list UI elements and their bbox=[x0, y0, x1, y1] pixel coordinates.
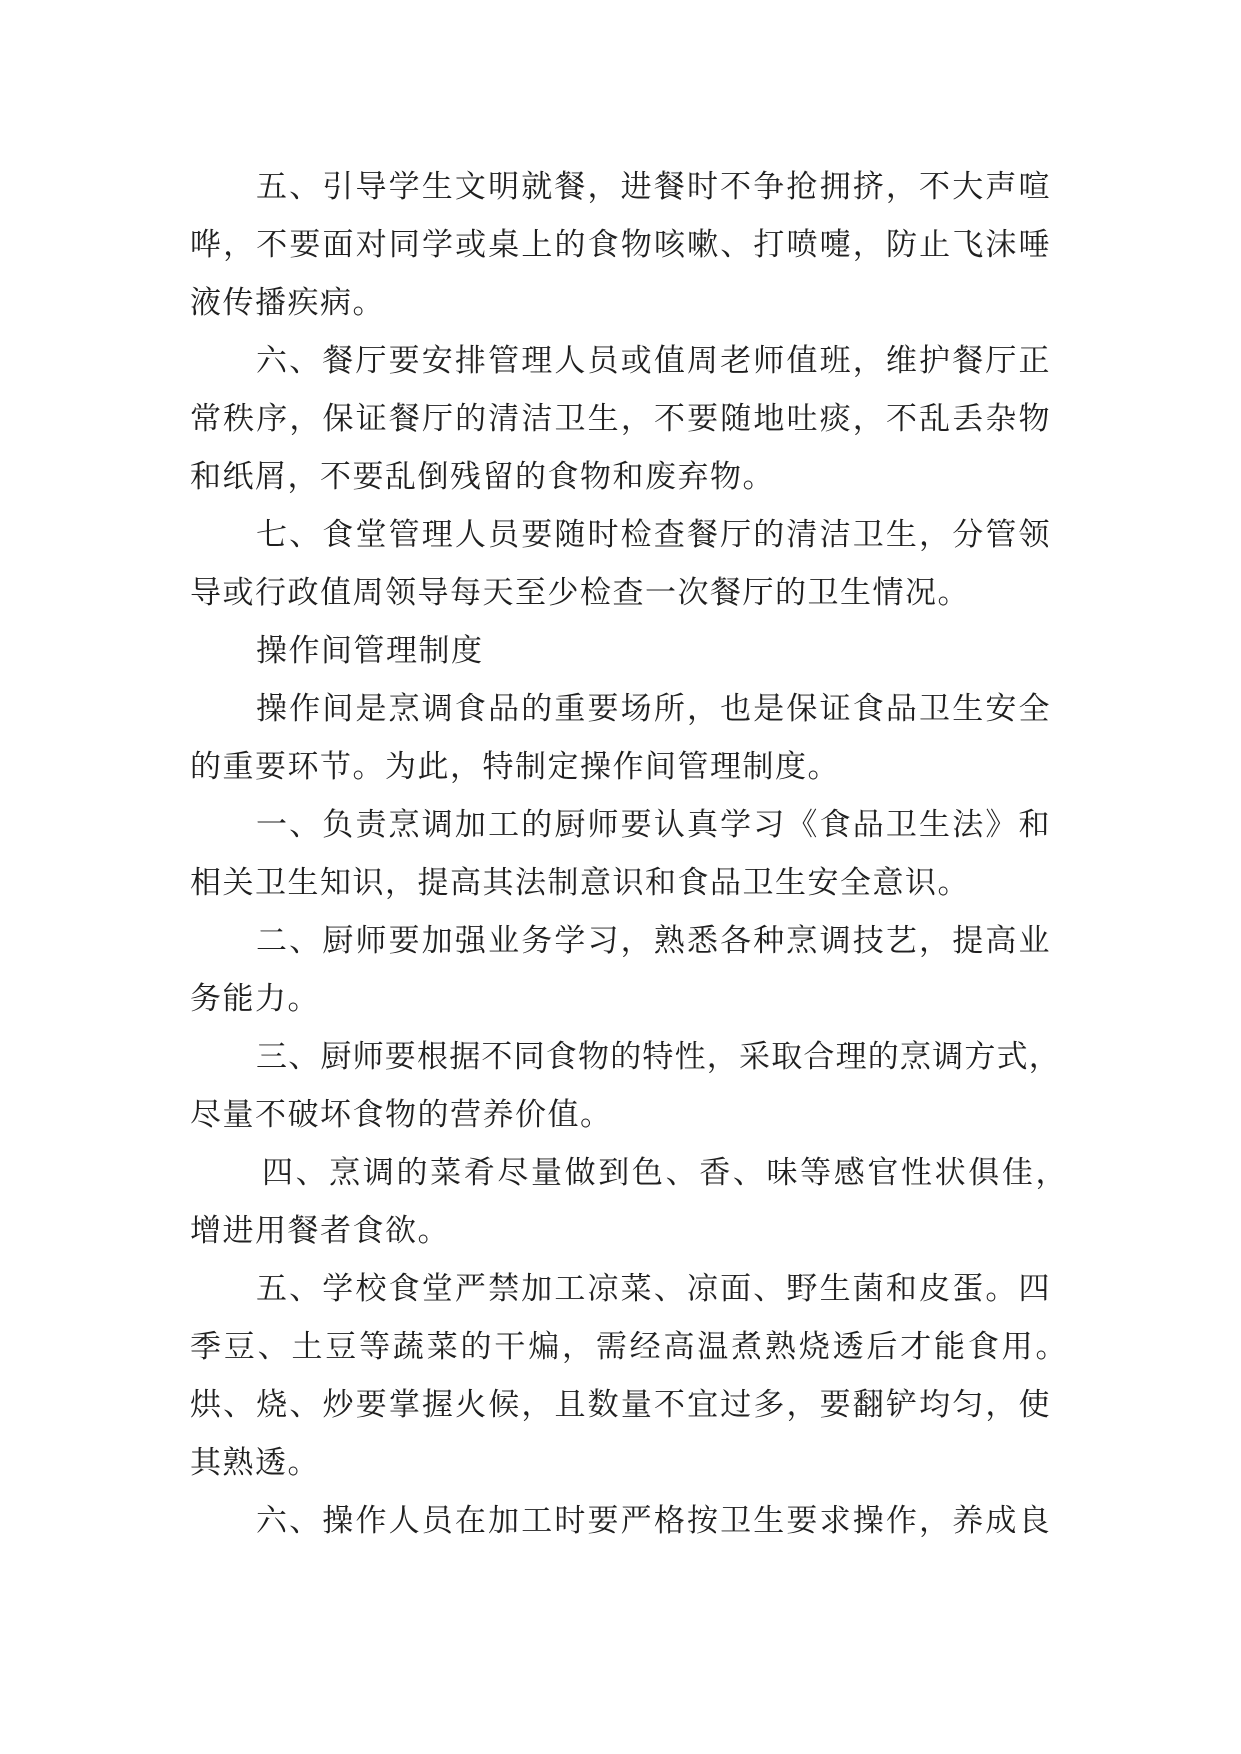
text-line: 六、操作人员在加工时要严格按卫生要求操作，养成良 bbox=[256, 1503, 1051, 1539]
document-body bbox=[190, 158, 1068, 1550]
text-line: 二、厨师要加强业务学习，熟悉各种烹调技艺，提高业 bbox=[256, 923, 1051, 959]
text-line: 务能力。 bbox=[190, 981, 320, 1017]
text-line: 一、负责烹调加工的厨师要认真学习《食品卫生法》和 bbox=[256, 807, 1051, 843]
text-line: 相关卫生知识，提高其法制意识和食品卫生安全意识。 bbox=[190, 865, 970, 901]
text-line: 六、餐厅要安排管理人员或值周老师值班，维护餐厅正 bbox=[256, 343, 1051, 379]
paragraph bbox=[190, 912, 1051, 1028]
text-line: 的重要环节。为此，特制定操作间管理制度。 bbox=[190, 749, 840, 785]
text-line: 五、学校食堂严禁加工凉菜、凉面、野生菌和皮蛋。四 bbox=[256, 1271, 1051, 1307]
paragraph bbox=[190, 1492, 1051, 1550]
paragraph bbox=[190, 1028, 1061, 1144]
text-line: 其熟透。 bbox=[190, 1445, 320, 1481]
text-line: 尽量不破坏食物的营养价值。 bbox=[190, 1097, 613, 1133]
text-line: 烘、烧、炒要掌握火候，且数量不宜过多，要翻铲均匀，使 bbox=[190, 1387, 1051, 1423]
text-line: 操作间是烹调食品的重要场所，也是保证食品卫生安全 bbox=[256, 691, 1051, 727]
text-line: 操作间管理制度 bbox=[256, 633, 484, 669]
text-line: 常秩序，保证餐厅的清洁卫生，不要随地吐痰，不乱丢杂物 bbox=[190, 401, 1051, 437]
text-line: 三、厨师要根据不同食物的特性，采取合理的烹调方式， bbox=[256, 1039, 1061, 1075]
text-line: 四、烹调的菜肴尽量做到色、香、味等感官性状俱佳， bbox=[262, 1155, 1068, 1191]
paragraph bbox=[190, 332, 1051, 506]
text-line: 五、引导学生文明就餐，进餐时不争抢拥挤，不大声喧 bbox=[256, 169, 1051, 205]
text-line: 液传播疾病。 bbox=[190, 285, 385, 321]
paragraph bbox=[190, 1144, 1068, 1260]
paragraph bbox=[190, 796, 1051, 912]
paragraph bbox=[190, 506, 1051, 622]
paragraph bbox=[190, 158, 1051, 332]
text-line: 七、食堂管理人员要随时检查餐厅的清洁卫生，分管领 bbox=[256, 517, 1051, 553]
paragraph bbox=[190, 1260, 1068, 1492]
text-line: 哗，不要面对同学或桌上的食物咳嗽、打喷嚏，防止飞沫唾 bbox=[190, 227, 1051, 263]
text-line: 季豆、土豆等蔬菜的干煸，需经高温煮熟烧透后才能食用。 bbox=[190, 1329, 1068, 1365]
paragraph bbox=[190, 680, 1051, 796]
section-heading bbox=[190, 622, 1051, 680]
text-line: 增进用餐者食欲。 bbox=[190, 1213, 450, 1249]
text-line: 和纸屑，不要乱倒残留的食物和废弃物。 bbox=[190, 459, 775, 495]
text-line: 导或行政值周领导每天至少检查一次餐厅的卫生情况。 bbox=[190, 575, 970, 611]
